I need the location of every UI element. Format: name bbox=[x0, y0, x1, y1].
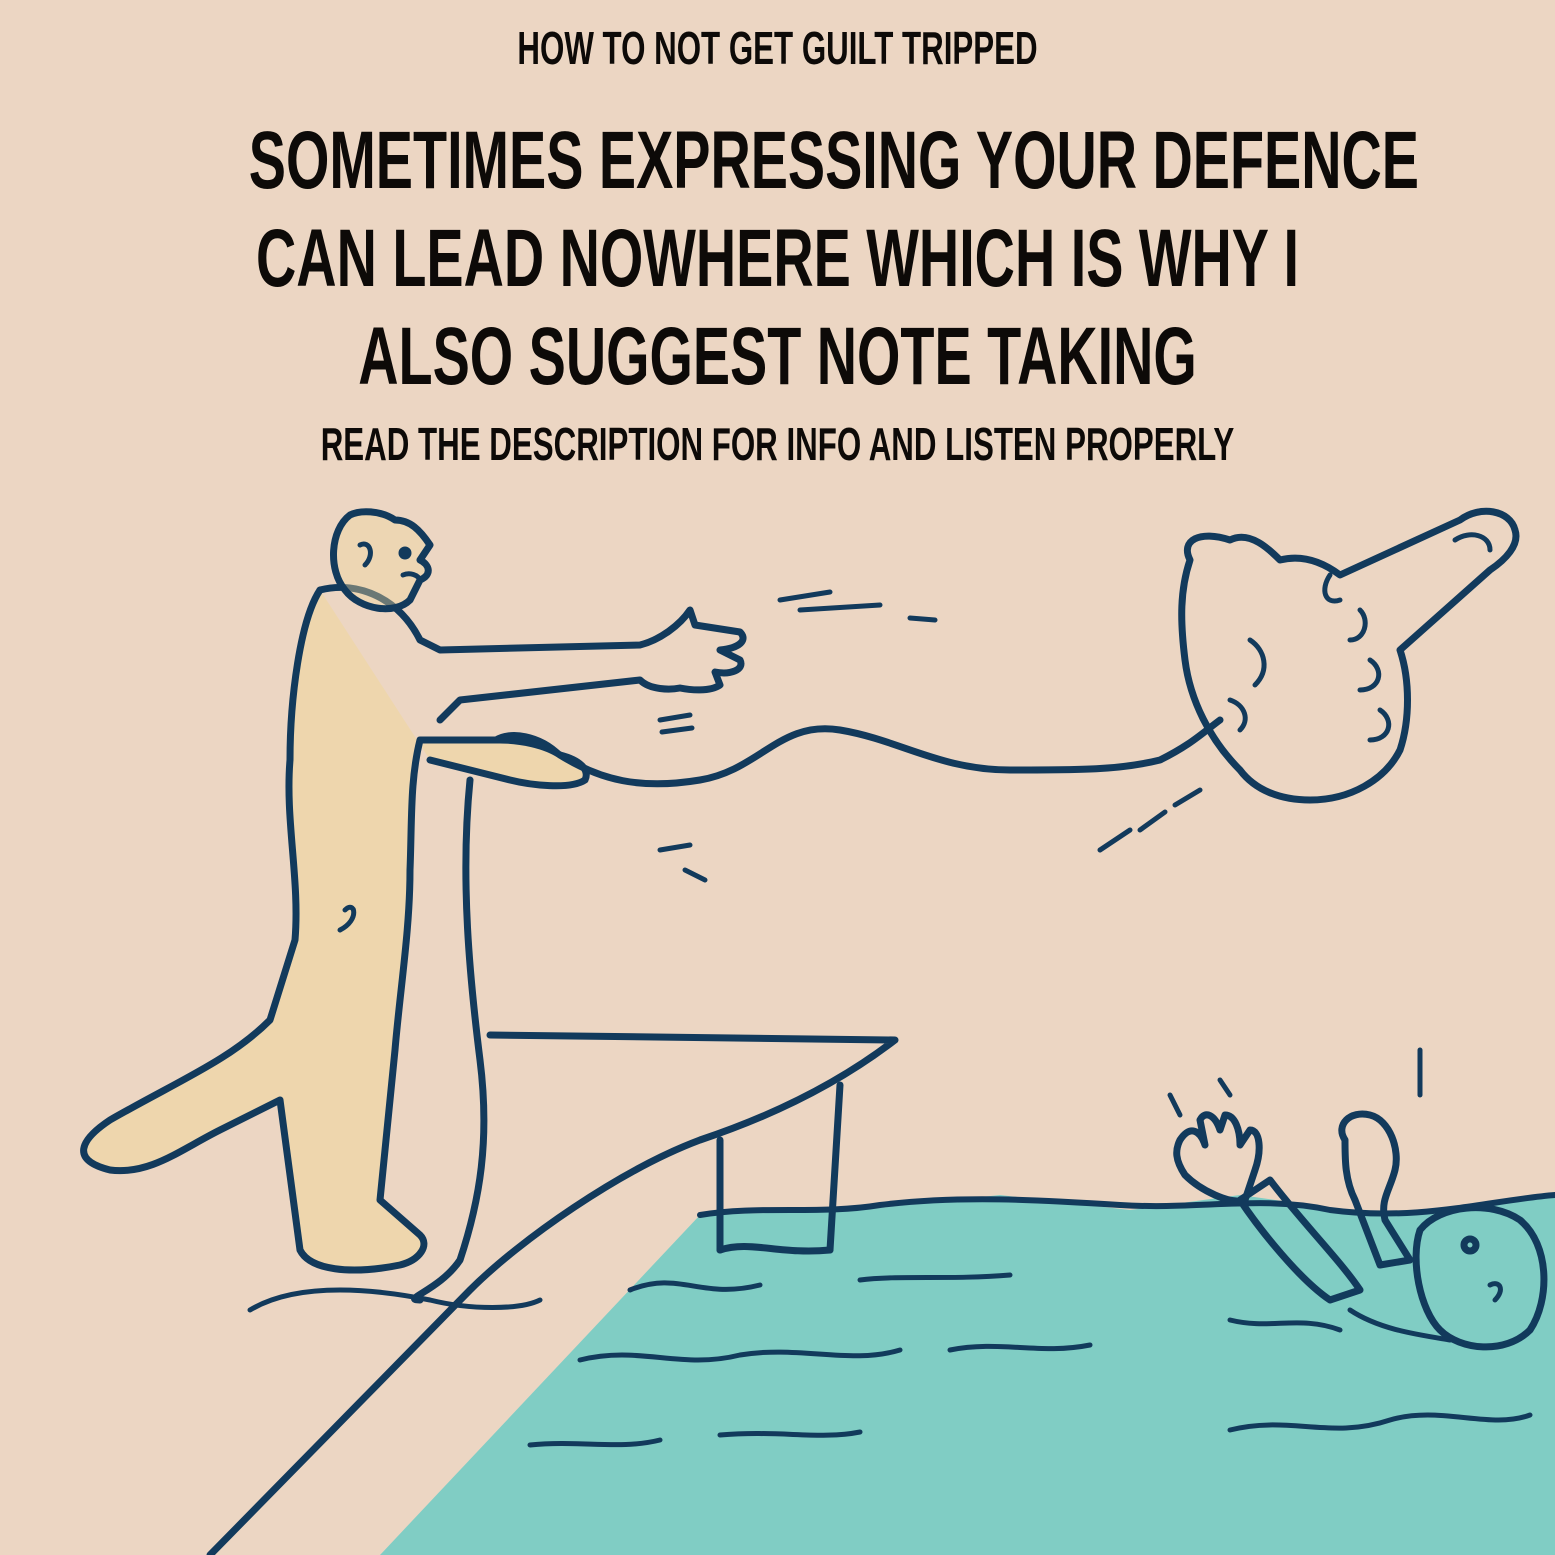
standing-man bbox=[84, 512, 743, 1270]
ground-line bbox=[250, 1290, 540, 1310]
water bbox=[380, 1195, 1555, 1555]
middle-finger-hand bbox=[1182, 511, 1516, 800]
main-line-3: ALSO SUGGEST NOTE TAKING bbox=[358, 311, 1197, 402]
main-line-1: SOMETIMES EXPRESSING YOUR DEFENCE bbox=[248, 115, 1419, 206]
main-line-2: CAN LEAD NOWHERE WHICH IS WHY I bbox=[256, 213, 1299, 304]
meme-title: HOW TO NOT GET GUILT TRIPPED bbox=[517, 22, 1038, 74]
meme-subtitle: READ THE DESCRIPTION FOR INFO AND LISTEN PROPERLY bbox=[320, 418, 1235, 470]
